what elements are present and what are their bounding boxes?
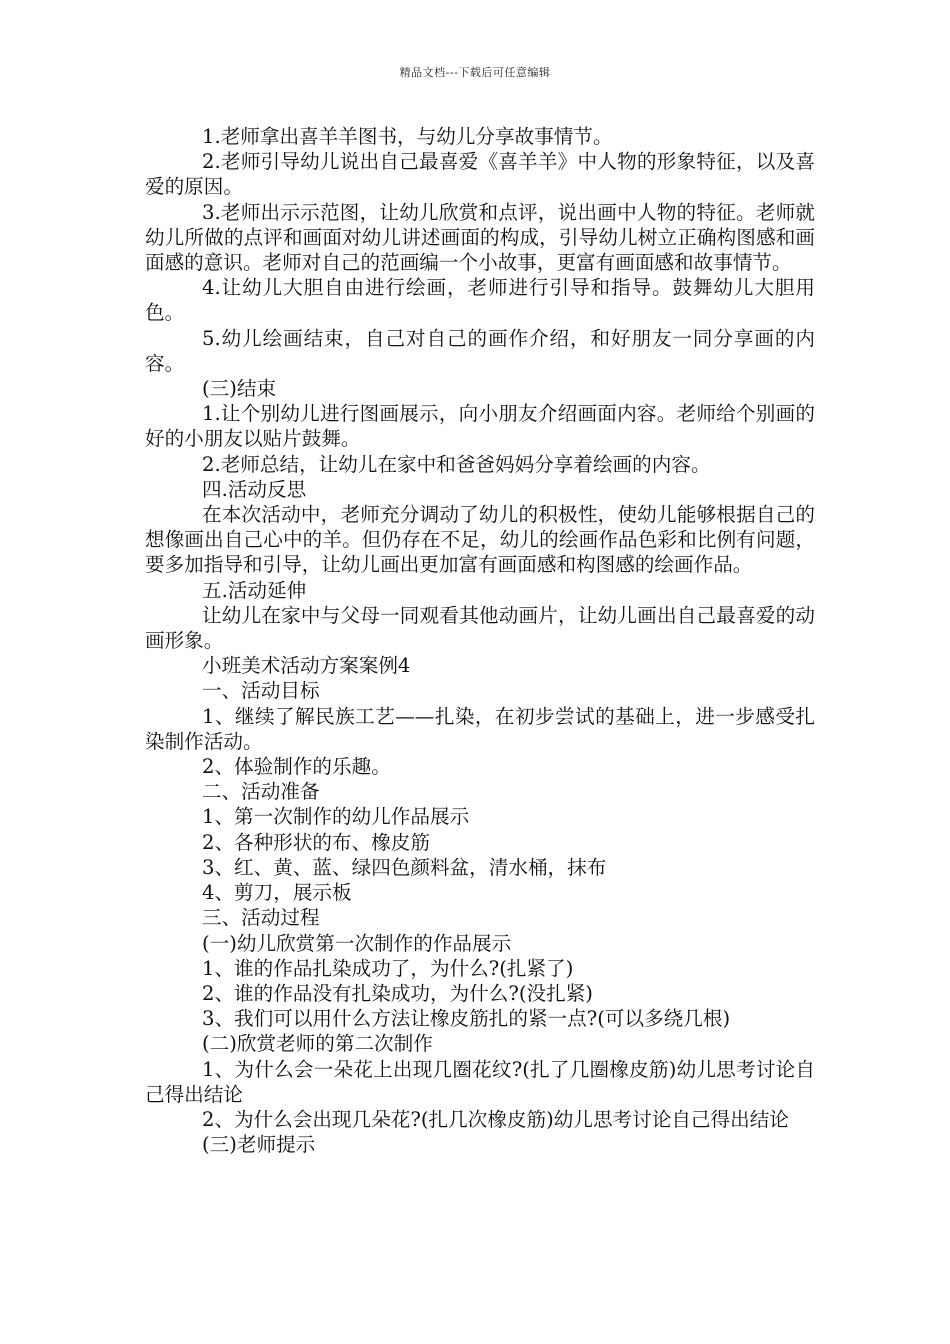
paragraph: 1.老师拿出喜羊羊图书，与幼儿分享故事情节。 [202,125,613,148]
document-body [145,124,815,1157]
section-heading: 一、活动目标 [202,679,320,703]
subsection-heading: (三)老师提示 [202,1133,316,1157]
paragraph: 2、体验制作的乐趣。 [202,755,391,779]
list-item: 2、为什么会出现几朵花?(扎几次橡皮筋)幼儿思考讨论自己得出结论 [202,1107,789,1131]
section-heading: 三、活动过程 [202,906,320,930]
paragraph: 5.幼儿绘画结束，自己对自己的画作介绍，和好朋友一同分享画的内容。 [145,326,815,375]
paragraph: 4.让幼儿大胆自由进行绘画，老师进行引导和指导。鼓舞幼儿大胆用色。 [145,276,815,325]
paragraph: 2.老师引导幼儿说出自己最喜爱《喜羊羊》中人物的形象特征，以及喜爱的原因。 [145,150,815,199]
section-heading: (三)结束 [202,377,277,401]
list-item: 1、为什么会一朵花上出现几圈花纹?(扎了几圈橡皮筋)幼儿思考讨论自己得出结论 [145,1057,815,1106]
paragraph: 1、继续了解民族工艺——扎染，在初步尝试的基础上，进一步感受扎染制作活动。 [145,704,815,753]
subsection-heading: (二)欣赏老师的第二次制作 [202,1032,433,1056]
paragraph: 1.让个别幼儿进行图画展示，向小朋友介绍画面内容。老师给个别画的好的小朋友以贴片鼓舞。 [145,402,815,451]
paragraph: 3.老师出示示范图，让幼儿欣赏和点评，说出画中人物的特征。老师就幼儿所做的点评和画面对幼儿讲述画面的构成，引导幼儿树立正确构图感和画面感的意识。老师对自己的范画编一个小故事，更富有画面感和故事情节。 [145,200,815,275]
list-item: 1、谁的作品扎染成功了，为什么?(扎紧了) [202,956,574,980]
paragraph: 让幼儿在家中与父母一同观看其他动画片，让幼儿画出自己最喜爱的动画形象。 [145,603,815,653]
list-item: 2、各种形状的布、橡皮筋 [202,830,430,854]
list-item: 3、我们可以用什么方法让橡皮筋扎的紧一点?(可以多绕几根) [202,1007,731,1031]
paragraph: 在本次活动中，老师充分调动了幼儿的积极性，使幼儿能够根据自己的想像画出自己心中的羊。但仍存在不足，幼儿的绘画作品色彩和比例有问题，要多加指导和引导，让幼儿画出更加富有画面感和构图感的绘画作品。 [145,503,815,577]
section-heading: 四.活动反思 [202,477,307,501]
list-item: 4、剪刀，展示板 [202,881,352,905]
paragraph: 2.老师总结，让幼儿在家中和爸爸妈妈分享着绘画的内容。 [202,452,711,476]
section-heading: 二、活动准备 [202,780,320,804]
document-title: 小班美术活动方案案例4 [202,654,411,678]
page-header: 精品文档---下载后可任意编辑 [399,66,551,79]
list-item: 1、第一次制作的幼儿作品展示 [202,805,470,829]
subsection-heading: (一)幼儿欣赏第一次制作的作品展示 [202,931,512,955]
section-heading: 五.活动延伸 [202,578,307,602]
list-item: 2、谁的作品没有扎染成功，为什么?(没扎紧) [202,981,593,1005]
list-item: 3、红、黄、蓝、绿四色颜料盆，清水桶，抹布 [202,855,607,879]
